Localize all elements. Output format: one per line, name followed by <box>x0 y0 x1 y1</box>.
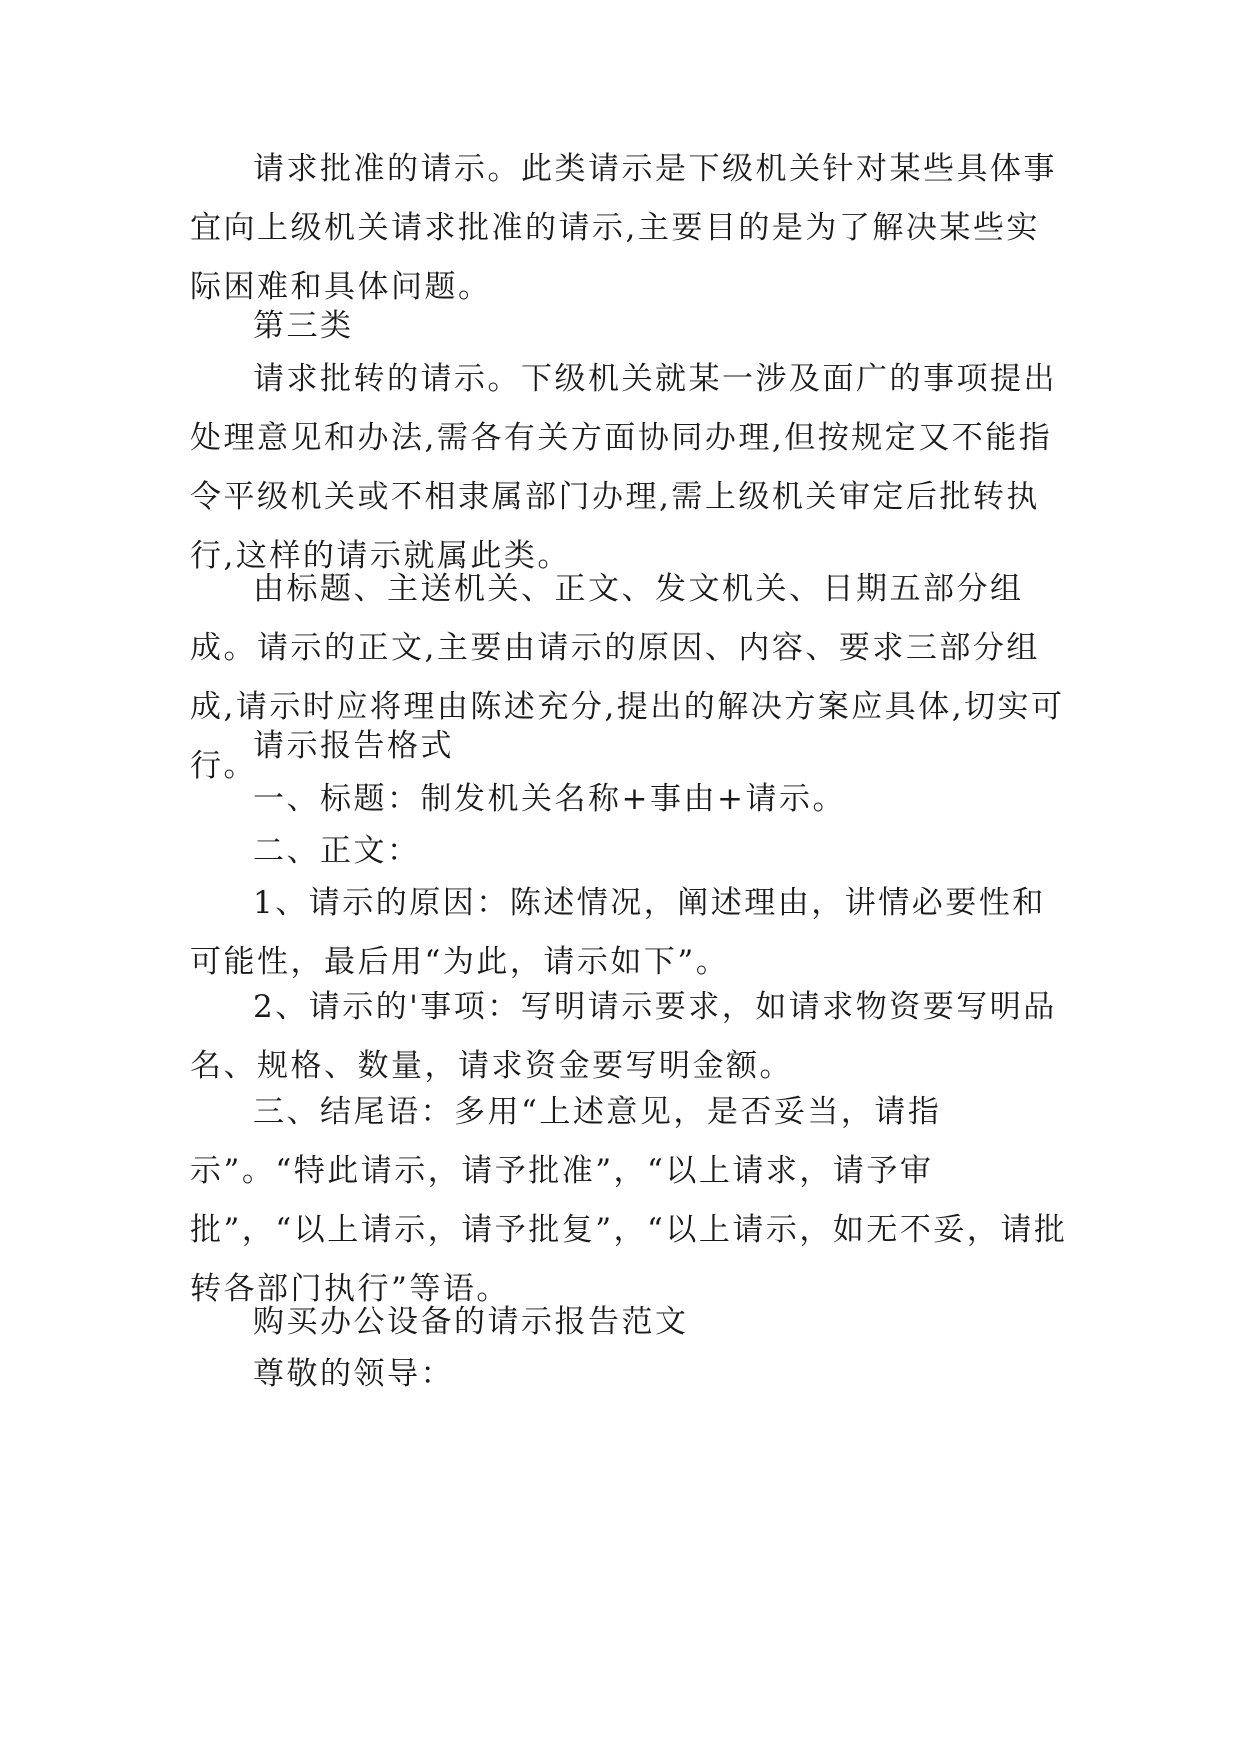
paragraph-closing: 三、结尾语：多用“上述意见，是否妥当，请指示”。“特此请示，请予批准”，“以上请求，请予审批”，“以上请示，请予批复”，“以上请示，如无不妥，请批转各部门执行”等语。 <box>190 1094 1068 1307</box>
paragraph-structure: 由标题、主送机关、正文、发文机关、日期五部分组成。请示的正文,主要由请示的原因、内容、要求三部分组成,请示时应将理由陈述充分,提出的解决方案应具体,切实可行。 <box>190 571 1065 784</box>
paragraph-sample-title: 购买办公设备的请示报告范文 <box>253 1304 689 1340</box>
paragraph-approval-request: 请求批准的请示。此类请示是下级机关针对某些具体事宜向上级机关请求批准的请示,主要目的是为了解决某些实际困难和具体问题。 <box>190 151 1057 305</box>
paragraph-format-heading: 请示报告格式 <box>253 728 454 764</box>
paragraph-third-category: 第三类 <box>253 308 354 344</box>
paragraph-matters: 2、请示的'事项：写明请示要求，如请求物资要写明品名、规格、数量，请求资金要写明金额。 <box>190 989 1057 1084</box>
paragraph-forwarding-request: 请求批转的请示。下级机关就某一涉及面广的事项提出处理意见和办法,需各有关方面协同办理,但按规定又不能指令平级机关或不相隶属部门办理,需上级机关审定后批转执行,这样的请示就属此类。 <box>190 361 1057 574</box>
paragraph-title-rule: 一、标题：制发机关名称+事由+请示。 <box>253 781 846 817</box>
paragraph-body-heading: 二、正文： <box>253 833 421 869</box>
paragraph-salutation: 尊敬的领导： <box>253 1356 454 1392</box>
paragraph-reason: 1、请示的原因：陈述情况，阐述理由，讲情必要性和可能性，最后用“为此，请示如下”。 <box>190 885 1046 980</box>
